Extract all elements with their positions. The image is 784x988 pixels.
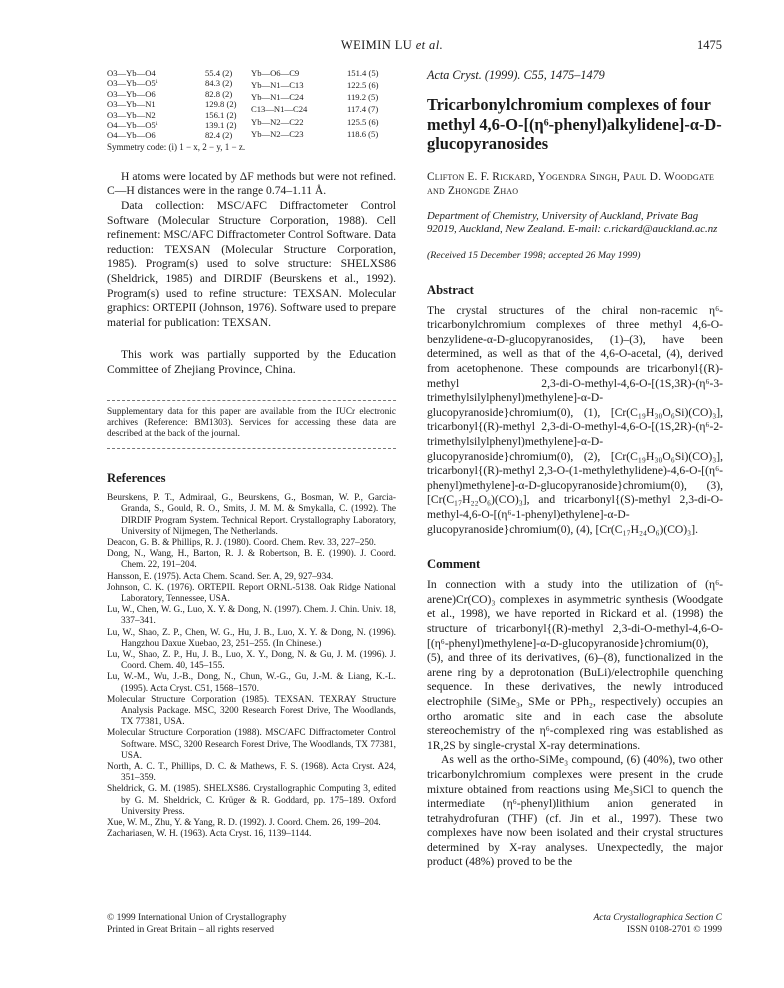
bond-value: 82.8 (2) (205, 88, 233, 99)
bond-label: Yb—N2—C23 (251, 128, 304, 139)
abstract-text: The crystal structures of the chiral non-racemic η⁶-tricarbonylchromium complexes of three methyl 4,6-O-benzylidene-α-D-glucopyranosides, (1)–(3), have been determined, as well as that of the 4,6-O-acetal, (4), derived from acetophenone. These compounds are tricarbonyl{(R)-methyl 2,3-di-O-methyl-4,6-O-[(1S,3R)-(η⁶-3-trimethylsilylphenyl)methylene]-α-D-glucopyranoside}chromium(0), (1), [Cr(C₁₉H₃₀O₆Si)(CO)₃], tricarbonyl{(R)-methyl 2,3-di-O-methyl-4,6-O-[(1S,2R)-(η⁶-2-trimethylsilylphenyl)methylene]-α-D-glucopyranoside}chromium(0), (2), [Cr(C₁₉H₃₀O₆Si)(CO)₃], tricarbonyl{(R)-methyl 2,3-O-(1-methylethylidene)-4,6-O-[(η⁶-phenyl)methylene]-α-D-glucopyranoside}chromium(0), (3), [Cr(C₁₇H₂₂O₆)(CO)₃], and tricarbonyl{(S)-methyl 2,3-di-O-methyl-4,6-O-[(η⁶-1-phenyl)ethylene]-α-D-glucopyranoside}chromium(0), (4), [Cr(C₁₇H₂₄O₆)(CO)₃]. (427, 303, 723, 536)
references-heading: References (107, 471, 166, 486)
reference-item: Lu, W., Shao, Z. P., Hu, J. B., Luo, X. Y., Dong, N. & Gu, J. M. (1996). J. Coord. Chem. 40, 145–155. (107, 650, 396, 672)
bond-value: 139.1 (2) (205, 120, 237, 131)
comment-heading: Comment (427, 557, 481, 572)
bond-label: O3—Yb—N1 (107, 99, 156, 110)
supplementary-note: Supplementary data for this paper are available from the IUCr electronic archives (Reference: BM1303). Services for accessing these data are described at the back of the journal. (107, 400, 396, 450)
bond-label: O3—Yb—O5ⁱ (107, 78, 158, 89)
comment-paragraph-1: In connection with a study into the utilization of (η⁶-arene)Cr(CO)₃ complexes in asymmetric synthesis (Woodgate et al., 1998), we have reported in Rickard et al. (1998) the structure of tricarbonyl{(R)-methyl 2,3-di-O-methyl-4,6-O-[(η⁶-phenyl)methylene]-α-D-glucopyranoside}chromium(0), (5), and three of its derivatives, (6)–(8), functionalized in the arene ring by a deprotonation (BuLi)/electrophile quenching sequence. In these derivatives, the newly introduced electrophile (SiMe₃, SMe or PPh₂, respectively) occupies an ortho aromatic site and in each case the absolute stereochemistry of the η⁶-complexed ring was established as 1R,2S by single-crystal X-ray determinations. (427, 578, 723, 752)
bond-value: 55.4 (2) (205, 68, 233, 78)
reference-item: Molecular Structure Corporation (1988). MSC/AFC Diffractometer Control Software. MSC, 3200 Research Forest Drive, The Woodlands, TX 77381, USA. (107, 728, 396, 761)
bond-value: 151.4 (5) (347, 68, 379, 78)
data-collection-paragraph: Data collection: MSC/AFC Diffractometer Control Software (Molecular Structure Corporation, 1988). Cell refinement: MSC/AFC Diffractometer Control Software. Data reduction: TEXSAN (Molecular Structure Corporation, 1985). Program(s) used to solve structure: SHELXS86 (Sheldrick, 1985) and DIRDIF (Beurskens et al., 1992). Program(s) used to refine structure: TEXSAN. Molecular graphics: ORTEPII (Johnson, 1976). Software used to prepare material for publication: TEXSAN. (107, 199, 396, 329)
bond-value: 118.6 (5) (347, 128, 379, 139)
bond-value: 122.5 (6) (347, 80, 379, 91)
journal-citation: Acta Cryst. (1999). C55, 1475–1479 (427, 68, 605, 82)
acknowledgement: This work was partially supported by the Education Committee of Zhejiang Province, China. (107, 348, 396, 376)
bond-value: 84.3 (2) (205, 78, 233, 89)
footer-right (593, 912, 722, 936)
copyright-line: © 1999 International Union of Crystallography (107, 913, 287, 923)
bond-label: Yb—N1—C24 (251, 92, 304, 103)
bond-value: 156.1 (2) (205, 109, 237, 120)
reference-item: Dong, N., Wang, H., Barton, R. J. & Robertson, B. E. (1990). J. Coord. Chem. 22, 191–204. (107, 549, 396, 571)
header-author: WEIMIN LU (340, 38, 413, 52)
received-dates: (Received 15 December 1998; accepted 26 May 1999) (427, 249, 641, 261)
bond-label: Yb—N2—C22 (251, 116, 304, 127)
article-title: Tricarbonylchromium complexes of four methyl 4,6-O-[(η⁶-phenyl)alkylidene]-α-D-glucopyranosides (427, 95, 722, 153)
bond-table-left (107, 68, 251, 141)
bond-value: 125.5 (6) (347, 116, 379, 127)
bond-label: C13—N1—C24 (251, 104, 308, 115)
bond-label: Yb—N1—C13 (251, 80, 304, 91)
abstract-heading: Abstract (427, 282, 474, 297)
header-etal: et al. (415, 38, 444, 52)
reference-item: Beurskens, P. T., Admiraal, G., Beurskens, G., Bosman, W. P., Garcia-Granda, S., Gould, R. O., Smits, J. M. M. & Smykalla, C. (1992). The DIRDIF Program System. Technical Report. Crystallography Laboratory, University of Nijmegen, The Netherlands. (107, 493, 396, 537)
running-header (0, 38, 784, 56)
h-atoms-paragraph: H atoms were located by ΔF methods but were not refined. C—H distances were in the range 0.74–1.11 Å. (107, 169, 396, 198)
bond-value: 82.4 (2) (205, 130, 233, 141)
reference-item: Deacon, G. B. & Phillips, R. J. (1980). Coord. Chem. Rev. 33, 227–250. (107, 537, 376, 548)
bond-angle-table (107, 68, 396, 141)
running-head-author (0, 38, 784, 53)
bond-value: 119.2 (5) (347, 92, 379, 103)
page-number: 1475 (697, 38, 722, 52)
references-list (107, 493, 396, 840)
reference-item: Zachariasen, W. H. (1963). Acta Cryst. 16, 1139–1144. (107, 829, 312, 840)
bond-value: 129.8 (2) (205, 99, 237, 110)
right-column (427, 68, 723, 870)
bond-label: O4—Yb—O6 (107, 130, 156, 141)
printed-line: Printed in Great Britain – all rights reserved (107, 925, 274, 935)
symmetry-code: Symmetry code: (i) 1 − x, 2 − y, 1 − z. (107, 141, 246, 152)
bond-table-right (251, 68, 387, 141)
reference-item: North, A. C. T., Phillips, D. C. & Mathews, F. S. (1968). Acta Cryst. A24, 351–359. (107, 762, 396, 784)
reference-item: Lu, W., Shao, Z. P., Chen, W. G., Hu, J. B., Luo, X. Y. & Dong, N. (1996). Hangzhou Daxue Xuebao, 23, 251–255. (In Chinese.) (107, 627, 396, 649)
reference-item: Hansson, E. (1975). Acta Chem. Scand. Ser. A, 29, 927–934. (107, 571, 334, 582)
reference-item: Xue, W. M., Zhu, Y. & Yang, R. D. (1992). J. Coord. Chem. 26, 199–204. (107, 818, 381, 829)
reference-item: Johnson, C. K. (1976). ORTEPII. Report ORNL-5138. Oak Ridge National Laboratory, Tennessee, USA. (107, 582, 396, 604)
reference-item: Lu, W.-M., Wu, J.-B., Dong, N., Chun, W.-G., Gu, J.-M. & Liang, K.-L. (1995). Acta Cryst. C51, 1568–1570. (107, 672, 396, 694)
bond-label: Yb—O6—C9 (251, 68, 300, 78)
reference-item: Sheldrick, G. M. (1985). SHELXS86. Crystallographic Computing 3, edited by G. M. Sheldrick, C. Krüger & R. Goddard, pp. 175–189. Oxford University Press. (107, 784, 396, 817)
bond-value: 117.4 (7) (347, 104, 379, 115)
bond-label: O3—Yb—N2 (107, 109, 156, 120)
left-column (107, 68, 396, 840)
bond-label: O3—Yb—O6 (107, 88, 156, 99)
footer-left (107, 912, 287, 936)
footer-issn: ISSN 0108-2701 © 1999 (626, 925, 722, 935)
article-authors: Clifton E. F. Rickard, Yogendra Singh, Paul D. Woodgate and Zhongde Zhao (427, 170, 715, 197)
reference-item: Molecular Structure Corporation (1985). TEXSAN. TEXRAY Structure Analysis Package. MSC, 3200 Research Forest Drive, The Woodlands, TX 77381, USA. (107, 694, 396, 728)
bond-label: O3—Yb—O4 (107, 68, 156, 78)
comment-paragraph-2: As well as the ortho-SiMe₃ compound, (6) (40%), two other tricarbonylchromium complexes were present in the crude mixture obtained from reactions using Me₃SiCl to quench the intermediate (η⁶-phenyl)lithium anion generated in tetrahydrofuran (THF) (cf. Jin et al., 1997). These two complexes have now been isolated and their crystal structures determined by X-ray analyses. Unexpectedly, the major product (48%) proved to be the (427, 753, 723, 869)
bond-label: O4—Yb—O5ⁱ (107, 120, 158, 131)
author-affiliation: Department of Chemistry, University of Auckland, Private Bag 92019, Auckland, New Zealand. E-mail: c.rickard@auckland.ac.nz (427, 209, 718, 236)
reference-item: Lu, W., Chen, W. G., Luo, X. Y. & Dong, N. (1997). Chem. J. Chin. Univ. 18, 337–341. (107, 605, 396, 627)
footer-journal: Acta Crystallographica Section C (593, 913, 722, 923)
